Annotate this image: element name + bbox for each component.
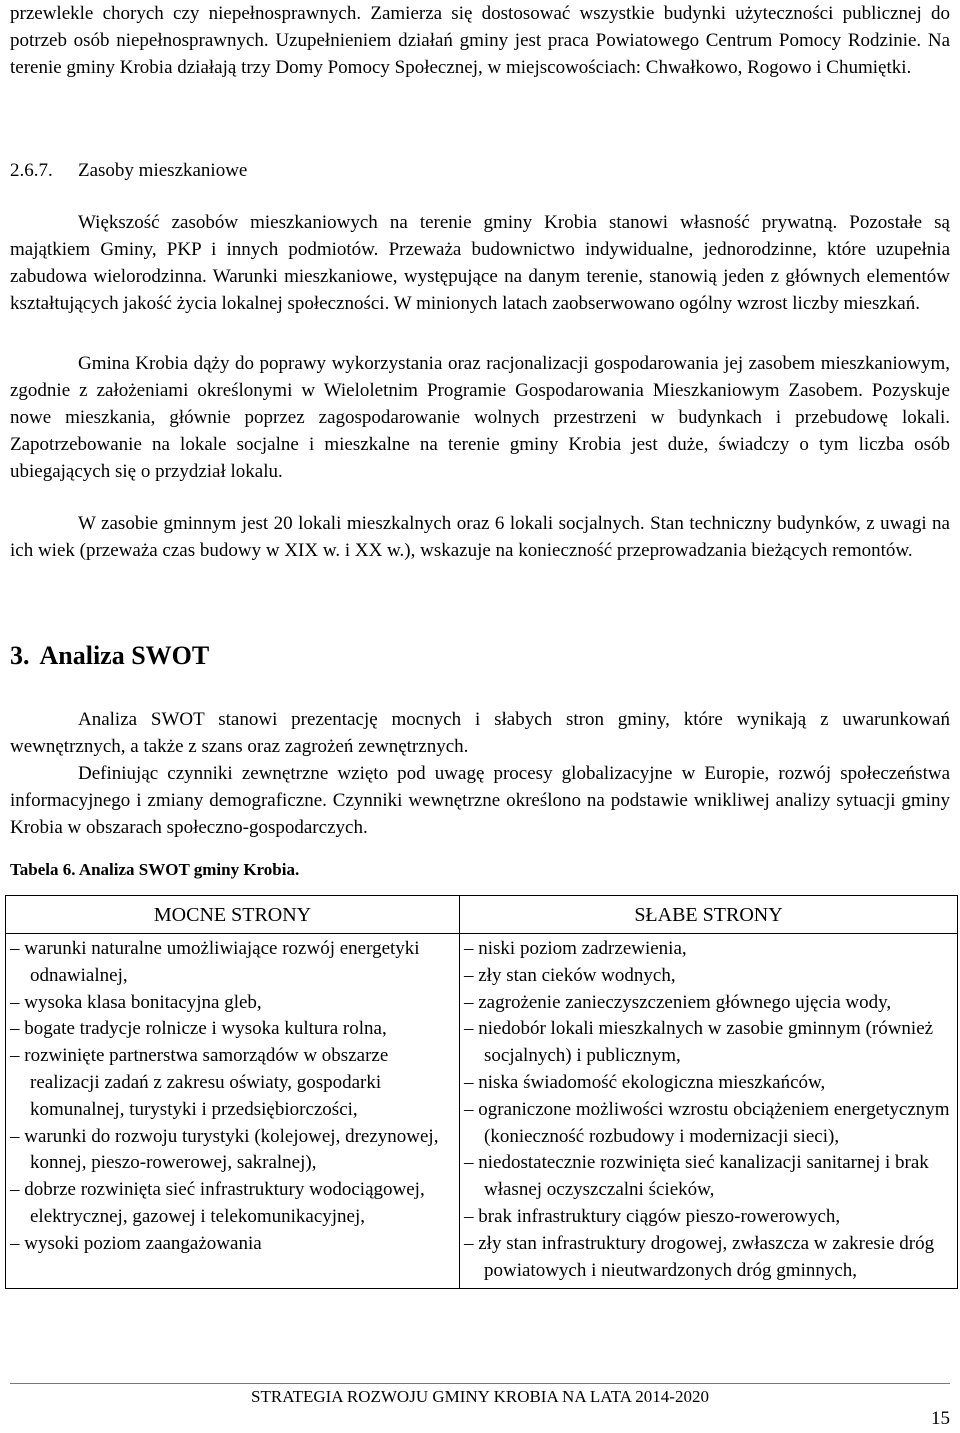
list-item: – bogate tradycje rolnicze i wysoka kultura rolna, [10, 1018, 387, 1040]
footer-title: STRATEGIA ROZWOJU GMINY KROBIA NA LATA 2014-2020 [251, 1387, 709, 1406]
housing-paragraph-1: Większość zasobów mieszkaniowych na terenie gminy Krobia stanowi własność prywatną. Pozostałe są majątkiem Gminy, PKP i innych podmiotów. Przeważa budownictwo indywidualne, jednorodzinne, które uzupełnia zabudowa wielorodzinna. Warunki mieszkaniowe, występujące na danym terenie, stanowią jeden z głównych elementów kształtujących jakość życia lokalnej społeczności. W minionych latach zaobserwowano ogólny wzrost liczby mieszkań. [10, 212, 950, 314]
chapter-number: 3. [10, 641, 30, 670]
section-number: 2.6.7. [10, 160, 53, 181]
list-item: – niedobór lokali mieszkalnych w zasobie gminnym (również socjalnych) i publicznym, [464, 1018, 934, 1067]
table-row [6, 934, 958, 1289]
chapter-heading-swot [10, 641, 209, 671]
housing-paragraph-2: Gmina Krobia dąży do poprawy wykorzystania oraz racjonalizacji gospodarowania jej zasobem mieszkaniowym, zgodnie z założeniami określonymi w Wieloletnim Programie Gospodarowania Mieszkaniowym Zasobem. Pozyskuje nowe mieszkania, głównie poprzez zagospodarowanie wolnych przestrzeni w budynkach i przebudowę lokali. Zapotrzebowanie na lokale socjalne i mieszkalne na terenie gminy Krobia jest duże, świadczy o tym liczba osób ubiegających się o przydział lokalu. [10, 353, 950, 482]
page-number: 15 [931, 1408, 950, 1429]
weaknesses-cell [460, 934, 958, 1289]
list-item: – niedostatecznie rozwinięta sieć kanalizacji sanitarnej i brak własnej oczyszczalni ścieków, [464, 1152, 929, 1201]
list-item: – niska świadomość ekologiczna mieszkańców, [464, 1071, 826, 1093]
section-title: Zasoby mieszkaniowe [78, 160, 248, 181]
swot-paragraph-1: Analiza SWOT stanowi prezentację mocnych i słabych stron gminy, które wynikają z uwarunkowań wewnętrznych, a także z szans oraz zagrożeń zewnętrznych. [10, 709, 950, 757]
table-caption: Tabela 6. Analiza SWOT gminy Krobia. [10, 860, 300, 879]
list-item: – brak infrastruktury ciągów pieszo-rowerowych, [464, 1205, 841, 1227]
list-item: – wysoka klasa bonitacyjna gleb, [10, 991, 262, 1013]
intro-paragraph: przewlekle chorych czy niepełnosprawnych. Zamierza się dostosować wszystkie budynki użyteczności publicznej do potrzeb osób niepełnosprawnych. Uzupełnieniem działań gminy jest praca Powiatowego Centrum Pomocy Rodzinie. Na terenie gminy Krobia działają trzy Domy Pomocy Społecznej, w miejscowościach: Chwałkowo, Rogowo i Chumiętki. [10, 3, 950, 78]
list-item: – warunki do rozwoju turystyki (kolejowej, drezynowej, konnej, pieszo-rowerowej, sakralnej), [10, 1125, 439, 1174]
list-item: – zły stan infrastruktury drogowej, zwłaszcza w zakresie dróg powiatowych i nieutwardzonych dróg gminnych, [464, 1232, 935, 1281]
list-item: – ograniczone możliwości wzrostu obciążeniem energetycznym (konieczność rozbudowy i modernizacji sieci), [464, 1098, 950, 1147]
table-header-row [6, 896, 958, 934]
swot-paragraph-2: Definiując czynniki zewnętrzne wzięto pod uwagę procesy globalizacyjne w Europie, rozwój społeczeństwa informacyjnego i zmiany demograficzne. Czynniki wewnętrzne określono na podstawie wnikliwej analizy sytuacji gminy Krobia w obszarach społeczno-gospodarczych. [10, 763, 950, 838]
section-heading-2-6-7 [10, 160, 247, 182]
list-item: – niski poziom zadrzewienia, [464, 938, 687, 959]
list-item: – rozwinięte partnerstwa samorządów w obszarze realizacji zadań z zakresu oświaty, gospodarki komunalnej, turystyki i przedsiębiorczości, [10, 1045, 389, 1120]
list-item: – warunki naturalne umożliwiające rozwój energetyki odnawialnej, [10, 938, 420, 986]
list-item: – zły stan cieków wodnych, [464, 964, 676, 986]
housing-paragraph-3: W zasobie gminnym jest 20 lokali mieszkalnych oraz 6 lokali socjalnych. Stan techniczny budynków, z uwagi na ich wiek (przeważa czas budowy w XIX w. i XX w.), wskazuje na konieczność przeprowadzania bieżących remontów. [10, 513, 950, 561]
list-item: – wysoki poziom zaangażowania [10, 1232, 262, 1254]
swot-table [5, 895, 958, 1289]
header-strengths: MOCNE STRONY [6, 896, 460, 934]
chapter-title: Analiza SWOT [39, 641, 210, 670]
header-weaknesses: SŁABE STRONY [460, 896, 958, 934]
footer-divider [10, 1383, 950, 1384]
strengths-cell [6, 934, 460, 1289]
list-item: – zagrożenie zanieczyszczeniem głównego ujęcia wody, [464, 991, 892, 1013]
list-item: – dobrze rozwinięta sieć infrastruktury wodociągowej, elektrycznej, gazowej i telekomunikacyjnej, [10, 1179, 425, 1227]
